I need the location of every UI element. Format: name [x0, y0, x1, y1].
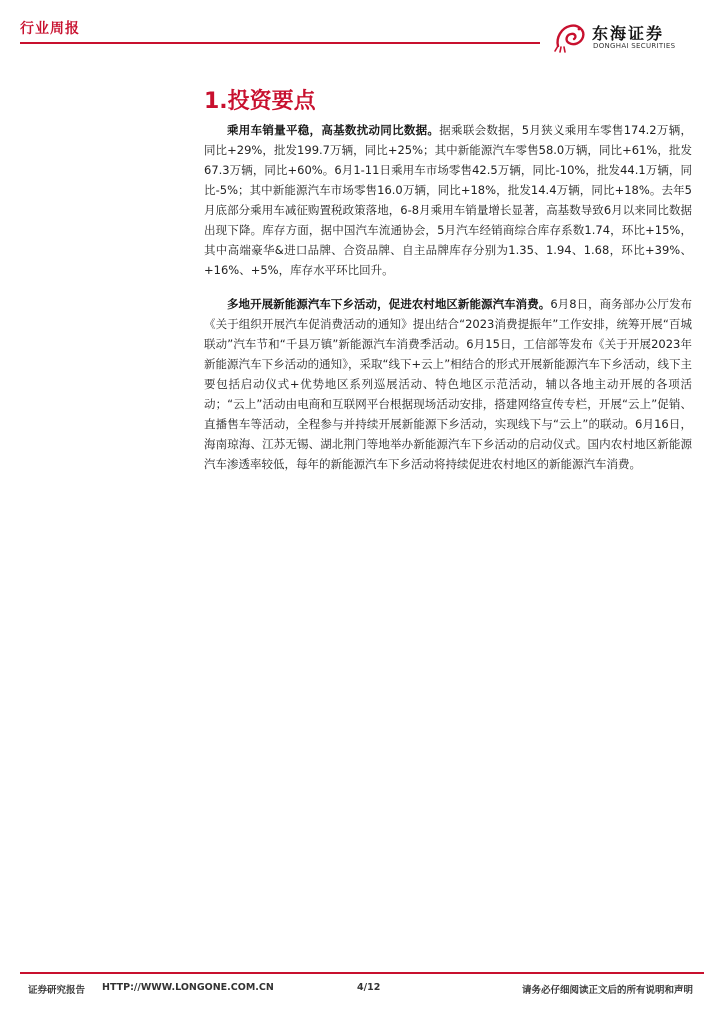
report-body — [204, 120, 692, 488]
paragraph-sales — [204, 120, 692, 280]
section-title: 1.投资要点 — [204, 89, 316, 114]
report-type-label: 行业周报 — [20, 21, 80, 37]
paragraph-lead: 乘用车销量平稳，高基数扰动同比数据。 — [227, 123, 440, 137]
paragraph-rural-ev — [204, 294, 692, 474]
header-divider — [20, 42, 540, 44]
dragon-logo-icon — [552, 20, 588, 54]
company-logo — [552, 20, 712, 54]
logo-chinese-name: 东海证券 — [592, 24, 665, 43]
footer-divider — [20, 972, 704, 974]
footer-disclaimer: 请务必仔细阅读正文后的所有说明和声明 — [522, 985, 694, 996]
paragraph-text: 6月8日，商务部办公厅发布《关于组织开展汽车促消费活动的通知》提出结合“2023消费提振年”工作安排，统筹开展“百城联动”汽车节和“千县万镇”新能源汽车消费季活动。6月15日，工信部等发布《关于开展2023年新能源汽车下乡活动的通知》，采取“线下+云上”相结合的形式开展新能源汽车下乡活动，线下主要包括启动仪式+优势地区系列巡展活动、特色地区示范活动，辅以各地主动开展的各项活动；“云上”活动由电商和互联网平台根据现场活动安排，搭建网络宣传专栏，开展“云上”促销、直播售车等活动，全程参与并持续开展新能源下乡活动，实现线下与“云上”的联动。6月16日，海南琼海、江苏无锡、湖北荆门等地举办新能源汽车下乡活动的启动仪式。国内农村地区新能源汽车渗透率较低，每年的新能源汽车下乡活动将持续促进农村地区的新能源汽车消费。 — [204, 297, 693, 471]
paragraph-text: 据乘联会数据，5月狭义乘用车零售174.2万辆，同比+29%，批发199.7万辆，同比+25%；其中新能源汽车零售58.0万辆，同比+61%，批发67.3万辆，同比+60%。6月1-11日乘用车市场零售42.5万辆，同比-10%，批发44.1万辆，同比-5%；其中新能源汽车市场零售16.0万辆，同比+18%，批发14.4万辆，同比+18%。去年5月底部分乘用车减征购置税政策落地，6-8月乘用车销量增长显著，高基数导致6月以来同比数据出现下降。库存方面，据中国汽车流通协会，5月汽车经销商综合库存系数1.74，环比+15%，其中高端豪华&进口品牌、合资品牌、自主品牌库存分别为1.35、1.94、1.68，环比+39%、+16%、+5%，库存水平环比回升。 — [204, 123, 692, 277]
paragraph-lead: 多地开展新能源汽车下乡活动，促进农村地区新能源汽车消费。 — [227, 297, 551, 311]
logo-english-name: DONGHAI SECURITIES — [593, 42, 676, 50]
footer-website-link[interactable]: HTTP://WWW.LONGONE.COM.CN — [102, 982, 274, 993]
page-number: 4/12 — [357, 982, 381, 993]
footer-report-label: 证券研究报告 — [28, 985, 86, 996]
